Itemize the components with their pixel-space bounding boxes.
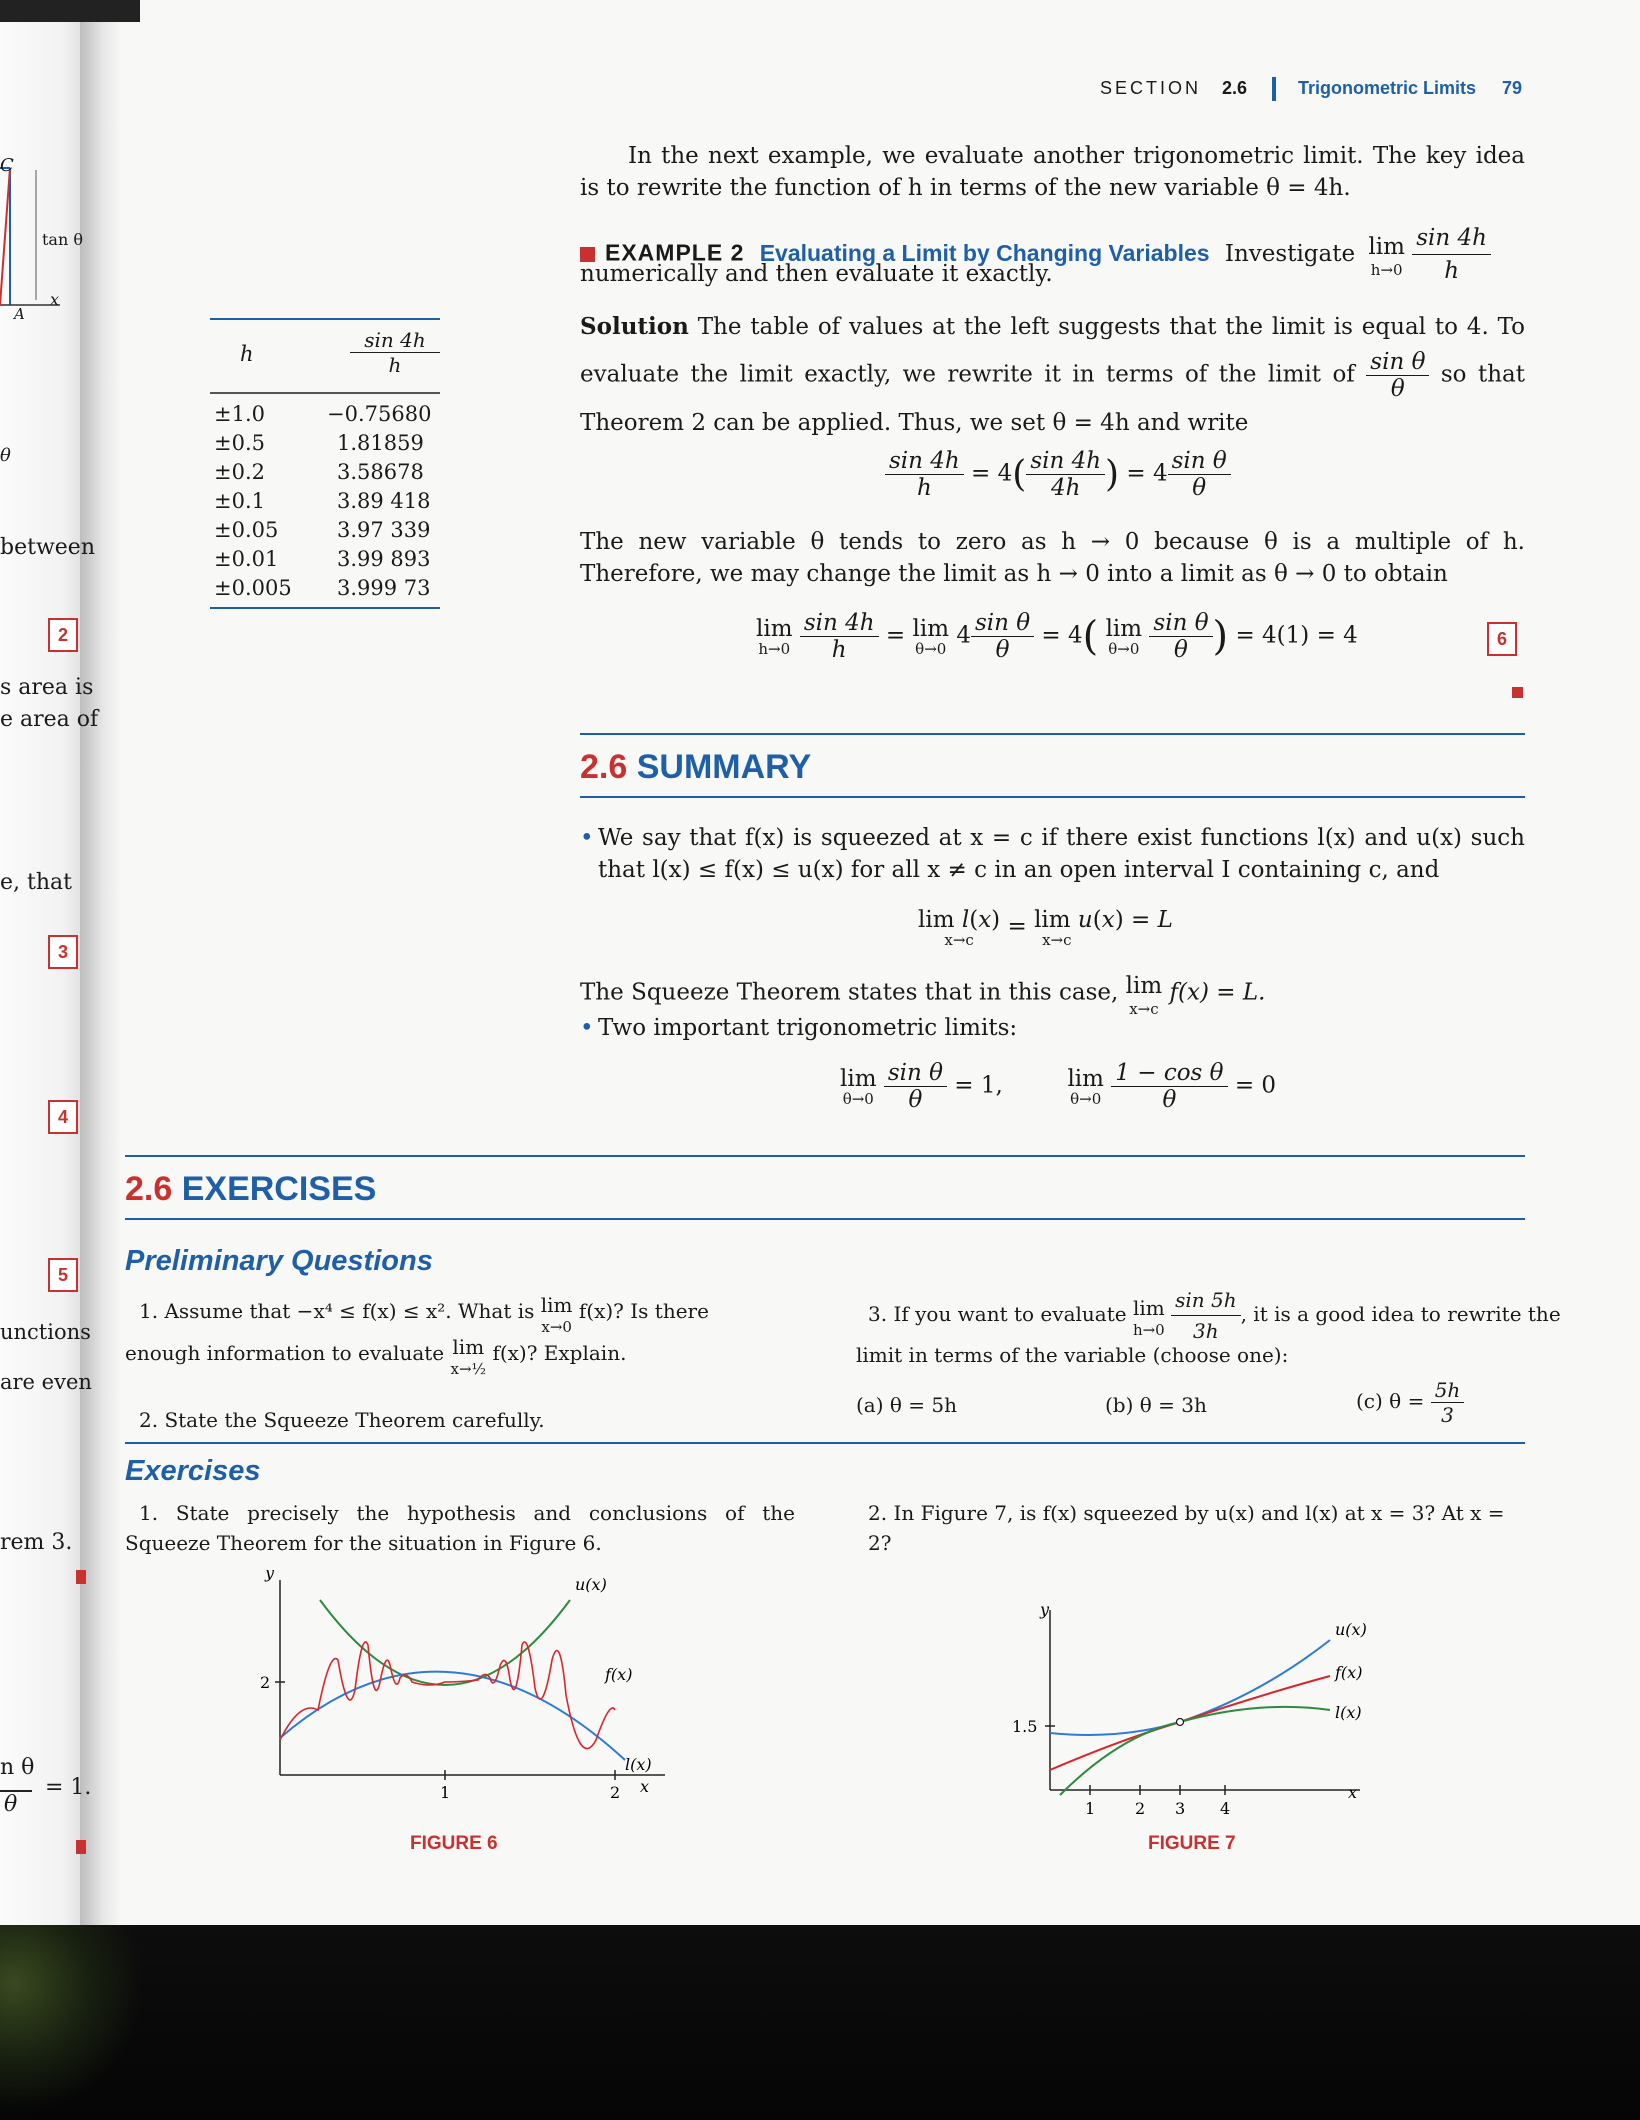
- q3-text-a: 3. If you want to evaluate: [868, 1302, 1127, 1326]
- exercise-1: [125, 1498, 795, 1558]
- squeeze-text: The Squeeze Theorem states that in this case,: [580, 979, 1119, 1006]
- squeeze-eq: f(x) = L.: [1169, 979, 1266, 1006]
- example-lim-den: h: [1444, 258, 1460, 284]
- fig6-l-label: l(x): [625, 1755, 652, 1774]
- figure-6-caption: FIGURE 6: [410, 1833, 498, 1854]
- equation-number-6: 6: [1487, 622, 1517, 656]
- table-bottom-rule: [210, 607, 440, 609]
- left-frag-theta: θ: [0, 445, 11, 466]
- prelim-question-1: 1. Assume that −x⁴ ≤ f(x) ≤ x². What is lim x→0 f(x)? Is there: [125, 1290, 795, 1335]
- fig7-ytick: 1.5: [1012, 1717, 1038, 1736]
- table-row: ±1.0 −0.75680: [214, 401, 432, 426]
- figure-7: [1000, 1600, 1400, 1820]
- table-head-frac: [350, 328, 440, 377]
- fig7-xtick-3: 3: [1175, 1799, 1186, 1818]
- left-frag-eq1: = 1.: [45, 1775, 92, 1800]
- table-row: ±0.5 1.81859: [214, 430, 424, 455]
- page-number: 79: [1502, 78, 1523, 98]
- exercises-heading-num: 2.6: [125, 1170, 173, 1208]
- left-frag-c: C: [0, 155, 14, 176]
- left-frag-x: x: [50, 290, 60, 309]
- example-tail: numerically and then evaluate it exactly.: [580, 261, 1053, 287]
- prelim-question-3: 3. If you want to evaluate lim h→0 $\frac{\sin 5h}{3h}$ , it is a good idea to rewrite the: [856, 1285, 1526, 1346]
- fig6-xtick-2: 2: [610, 1783, 621, 1802]
- prelim-bottom-rule: [125, 1442, 1525, 1444]
- bottom-left-glow: [0, 1925, 140, 2120]
- left-frag-area2: e area of: [0, 707, 99, 732]
- prelim-question-2: 2. State the Squeeze Theorem carefully.: [139, 1408, 545, 1432]
- summary-heading: [580, 748, 811, 787]
- running-header-section: SECTION: [1100, 78, 1202, 98]
- summary-bullet-2: [580, 1012, 1525, 1044]
- fig6-y-label: y: [265, 1570, 275, 1582]
- summary-top-rule: [580, 733, 1525, 735]
- left-frag-between: between: [0, 535, 95, 560]
- table-row: ±0.01 3.99 893: [214, 546, 431, 571]
- summary-bullet-1: [580, 822, 1525, 886]
- left-frag-rem3: rem 3.: [0, 1530, 73, 1555]
- fig6-ytick: 2: [260, 1673, 271, 1692]
- summary-limit-equation: lim l(x) x→c = lim u(x) = L x→c: [918, 907, 1173, 949]
- left-frag-a: A: [14, 305, 25, 323]
- q1-text-b: f(x)? Is there: [578, 1299, 709, 1323]
- solution-text-1: The table of values at the left suggests that the limit is equal to 4. To evaluate the limit exactly, we rewrite it in terms of the limit of: [580, 314, 1526, 388]
- exercise-1-text: 1. State precisely the hypothesis and conclusions of the Squeeze Theorem for the situation in Figure 6.: [125, 1501, 795, 1555]
- table-row: ±0.1 3.89 418: [214, 488, 431, 513]
- prelim-question-1-cont: enough information to evaluate lim x→½ f(x)? Explain.: [125, 1335, 627, 1378]
- exercises-bottom-rule: [125, 1218, 1525, 1220]
- end-of-example-icon: [1512, 687, 1523, 698]
- example-label: EXAMPLE 2: [605, 239, 745, 266]
- fig7-y-label: y: [1040, 1600, 1050, 1619]
- exercises-subheading: Exercises: [125, 1455, 261, 1487]
- q3-option-c-label: (c) θ =: [1356, 1389, 1425, 1413]
- left-end-marker: [76, 1570, 86, 1584]
- left-frag-area1: s area is: [0, 675, 94, 700]
- intro-paragraph: In the next example, we evaluate another trigonometric limit. The key idea is to rewrite the function of h in terms of the new variable θ = 4h.: [580, 143, 1525, 201]
- bullet-icon: •: [580, 1015, 594, 1041]
- left-frag-tan: tan θ: [42, 230, 83, 249]
- bottom-background: [0, 1925, 1640, 2120]
- fig7-l-curve: [1060, 1707, 1330, 1795]
- fig7-xtick-4: 4: [1220, 1799, 1231, 1818]
- q3-option-b: (b) θ = 3h: [1105, 1393, 1207, 1417]
- example-lim-num: sin 4h: [1412, 222, 1491, 255]
- left-frag-fraction-bar: [0, 1790, 32, 1792]
- values-table: [210, 318, 440, 609]
- top-shadow: [0, 0, 140, 22]
- margin-number-3: 3: [48, 935, 78, 969]
- summary-heading-num: 2.6: [580, 748, 628, 786]
- summary-heading-text: SUMMARY: [636, 748, 812, 786]
- running-header-title: Trigonometric Limits: [1298, 78, 1477, 98]
- fig7-u-label: u(x): [1335, 1620, 1367, 1639]
- fig6-f-curve: [280, 1642, 615, 1749]
- example-title: Evaluating a Limit by Changing Variables: [759, 239, 1210, 266]
- left-end-marker-2: [76, 1840, 86, 1854]
- table-row: ±0.2 3.58678: [214, 459, 424, 484]
- running-header-num: 2.6: [1222, 78, 1248, 98]
- fig7-xtick-1: 1: [1085, 1799, 1096, 1818]
- figure-7-caption: FIGURE 7: [1148, 1833, 1236, 1854]
- summary-bullet-2-text: Two important trigonometric limits:: [598, 1015, 1018, 1041]
- table-head-h: h: [240, 342, 254, 366]
- example-lim-sub: h→0: [1370, 261, 1403, 279]
- header-bar: [1272, 77, 1276, 101]
- left-frag-functions: unctions: [0, 1320, 91, 1344]
- solution-paragraph-2: The new variable θ tends to zero as h → 0 because θ is a multiple of h. Therefore, we may change the limit as h → 0 into a limit as θ → 0 to obtain: [580, 529, 1525, 587]
- fig6-f-label: f(x): [605, 1665, 633, 1684]
- q1-text-c: enough information to evaluate: [125, 1341, 445, 1365]
- q3-option-a: (a) θ = 5h: [856, 1393, 958, 1417]
- bullet-icon: •: [580, 825, 594, 851]
- table-head-den: h: [388, 353, 402, 377]
- table-row: ±0.05 3.97 339: [214, 517, 431, 542]
- q1-text-d: f(x)? Explain.: [492, 1341, 627, 1365]
- equation-6: lim h→0 $\frac{\sin 4h}{h}$ = lim θ→0 4 $\frac{\text{sin θ}}{\theta}$ = 4( lim θ→0 $\frac{\text{sin θ}}{\theta}$ ) = 4(1) = 4: [756, 610, 1358, 663]
- fig6-x-label: x: [640, 1777, 650, 1796]
- table-head-num: sin 4h: [350, 328, 440, 353]
- table-header-rule: [210, 392, 440, 394]
- q3-option-c: (c) θ = $\frac{5h}{3}$: [1356, 1378, 1464, 1427]
- values-table-body: [210, 400, 435, 603]
- left-frag-even: are even: [0, 1370, 92, 1394]
- q3-text-b: , it is a good idea to rewrite the: [1240, 1302, 1561, 1326]
- example-2: EXAMPLE 2 Evaluating a Limit by Changing Variables Investigate lim h→0 $\frac{\sin 4h}{h}$: [580, 222, 1525, 287]
- margin-number-2: 2: [48, 618, 78, 652]
- exercises-heading-text: EXERCISES: [181, 1170, 377, 1208]
- fig7-point: [1177, 1719, 1184, 1726]
- squeeze-theorem-statement: The Squeeze Theorem states that in this case, lim x→c f(x) = L.: [580, 973, 1266, 1018]
- left-frag-sin: n θ: [0, 1755, 35, 1780]
- solution-text-2: so that Theorem 2 can be applied. Thus, we set θ = 4h and write: [580, 361, 1525, 436]
- prelim-question-3-cont: limit in terms of the variable (choose one):: [856, 1343, 1289, 1367]
- exercises-top-rule: [125, 1155, 1525, 1157]
- preliminary-questions-heading: Preliminary Questions: [125, 1245, 433, 1277]
- fig6-u-label: u(x): [575, 1575, 607, 1594]
- solution-paragraph: Solution The table of values at the left suggests that the limit is equal to 4. To evaluate the limit exactly, we rewrite it in terms of the limit of $\frac{\text{sin θ}}{\theta}$ so that Theorem 2 can be applied. Thus, we set θ = 4h and write: [580, 313, 1526, 436]
- solution-label: Solution: [580, 313, 689, 340]
- fig6-xtick-1: 1: [440, 1783, 451, 1802]
- summary-bullet-1-text: We say that f(x) is squeezed at x = c if there exist functions l(x) and u(x) such that l(x) ≤ f(x) ≤ u(x) for all x ≠ c in an open interval I containing c, and: [598, 825, 1525, 883]
- fig7-f-curve: [1050, 1676, 1330, 1770]
- left-frag-theta2: θ: [4, 1792, 18, 1817]
- fig7-f-label: f(x): [1335, 1663, 1363, 1682]
- exercise-2: 2. In Figure 7, is f(x) squeezed by u(x) and l(x) at x = 3? At x = 2?: [868, 1501, 1505, 1555]
- equation-rewrite: $\frac{\sin 4h}{h}$ = 4( $\frac{\sin 4h}{4h}$ ) = 4 $\frac{\text{sin θ}}{\theta}$: [885, 448, 1231, 501]
- q1-text-a: 1. Assume that −x⁴ ≤ f(x) ≤ x². What is: [139, 1299, 535, 1323]
- summary-bottom-rule: [580, 796, 1525, 798]
- left-frag-that: e, that: [0, 870, 72, 895]
- fig7-l-label: l(x): [1335, 1703, 1362, 1722]
- example-lead: Investigate: [1224, 240, 1356, 267]
- margin-number-4: 4: [48, 1100, 78, 1134]
- margin-number-5: 5: [48, 1258, 78, 1292]
- fig7-xtick-2: 2: [1135, 1799, 1146, 1818]
- figure-6: [240, 1570, 680, 1810]
- table-row: ±0.005 3.999 73: [214, 575, 431, 600]
- exercises-heading: [125, 1170, 376, 1209]
- trig-limits-equation: lim θ→0 $\frac{\text{sin θ}}{\theta}$ = 1, lim θ→0 $\frac{\text{1 − cos θ}}{\theta}$ = 0: [840, 1060, 1277, 1113]
- fig7-x-label: x: [1348, 1783, 1358, 1802]
